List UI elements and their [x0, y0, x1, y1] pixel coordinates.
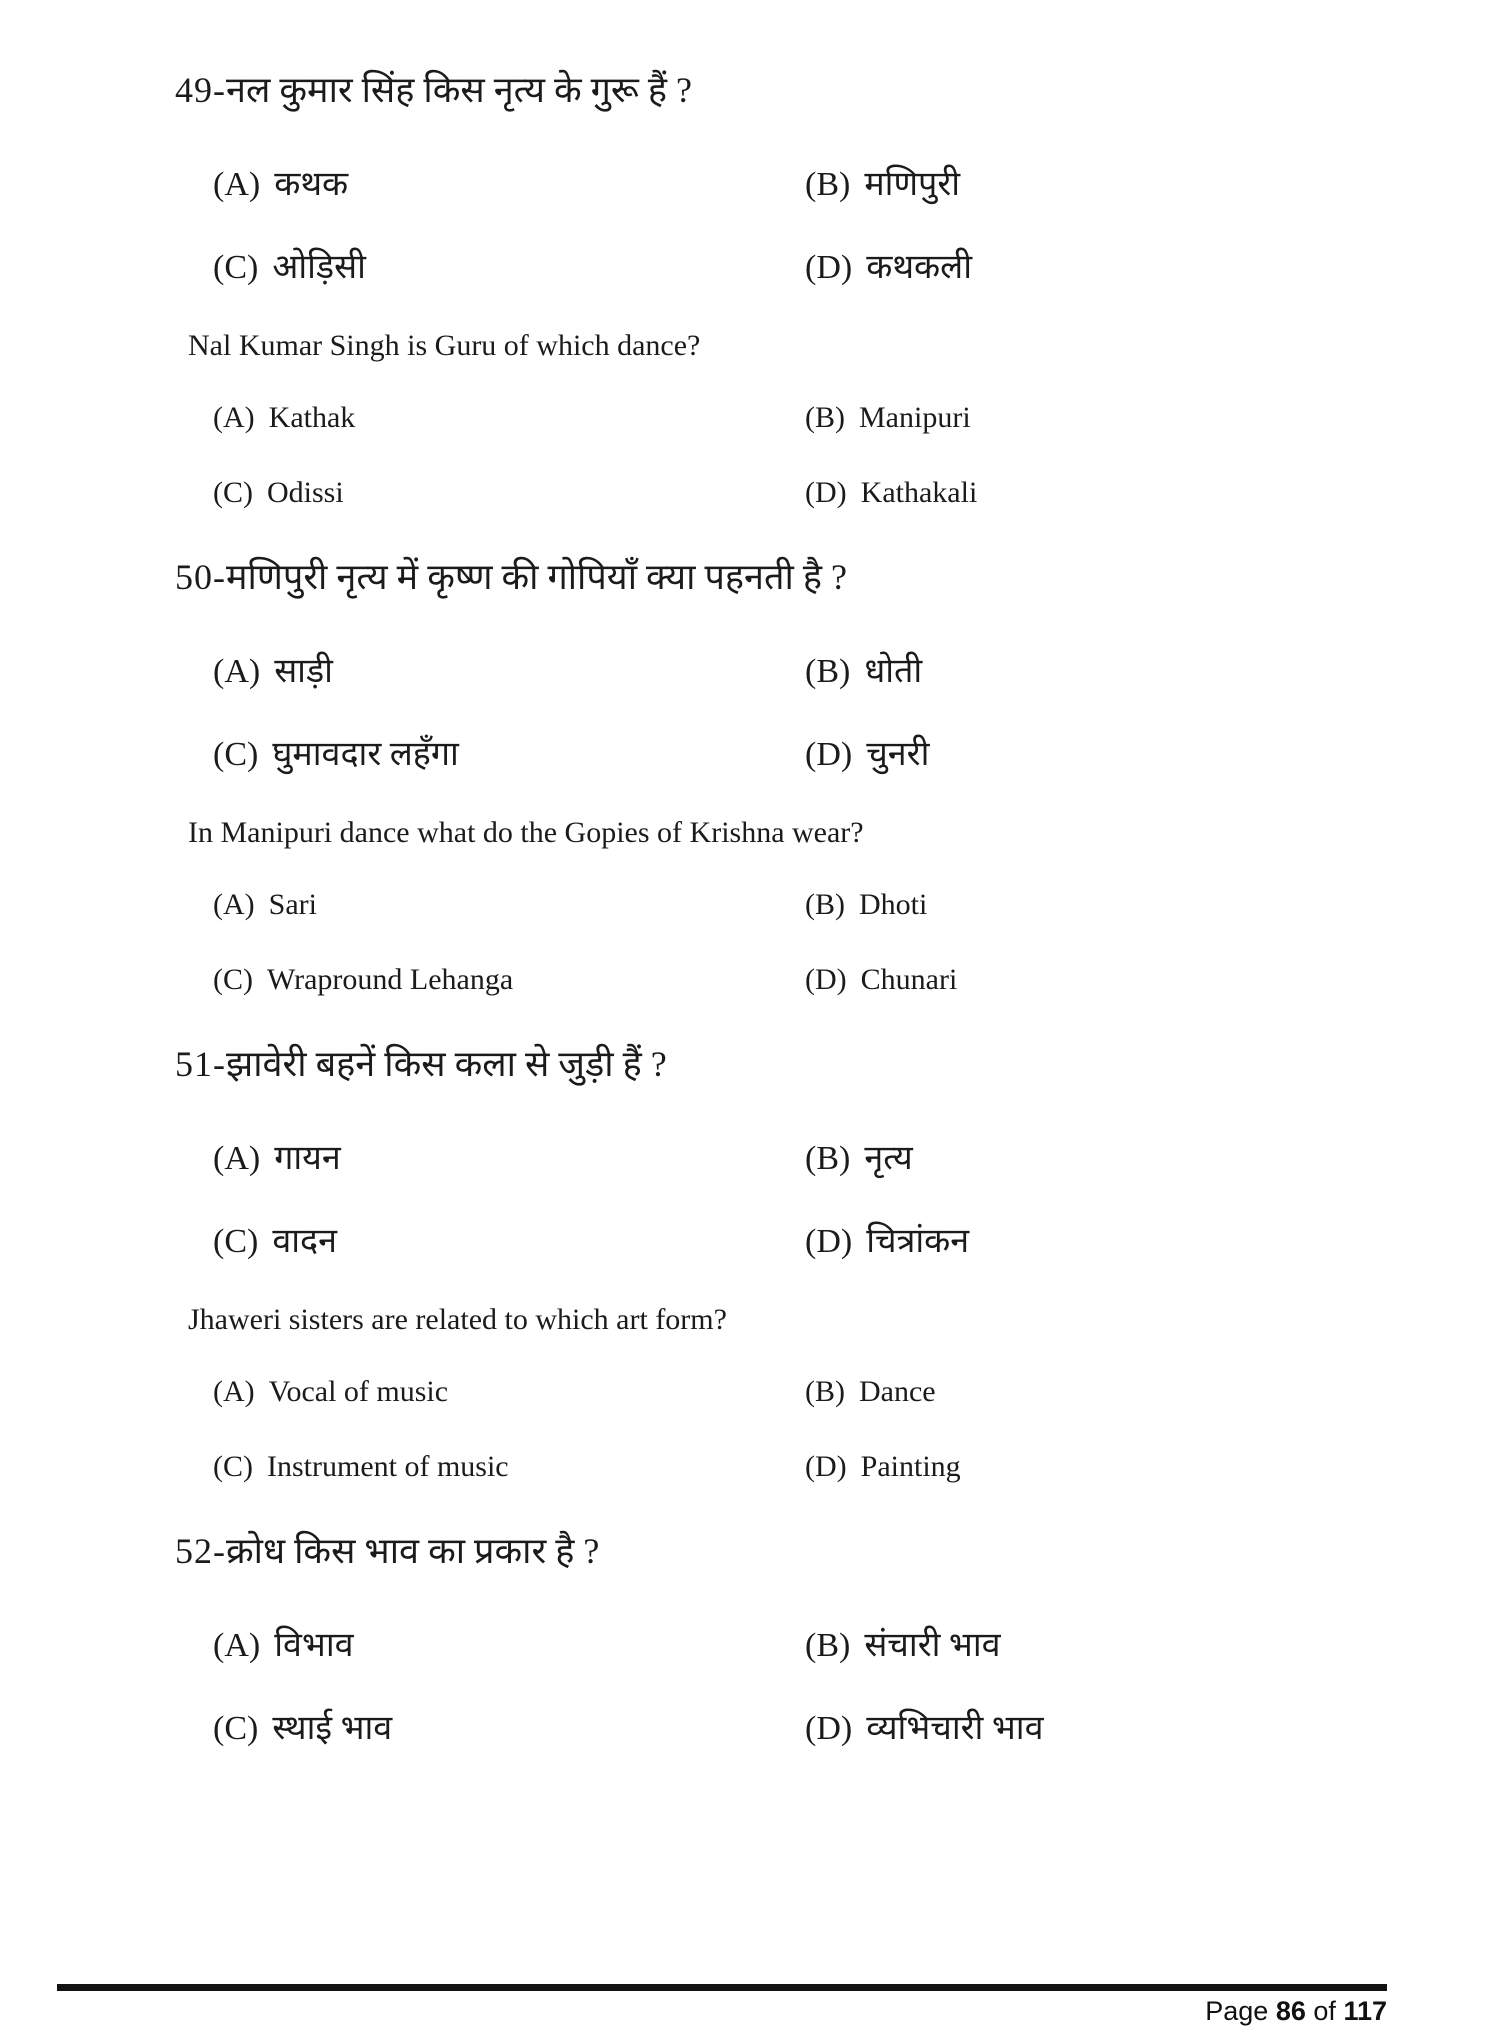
option-c-hindi — [213, 243, 805, 293]
question-block-52 — [175, 1525, 1415, 1754]
option-a-english — [213, 1372, 805, 1412]
option-text: कथक — [274, 166, 349, 203]
hindi-options-row — [213, 1217, 1415, 1267]
option-c-hindi — [213, 1217, 805, 1267]
current-page-number: 86 — [1275, 1996, 1306, 2026]
hindi-options-row — [213, 647, 1415, 697]
option-b-hindi — [805, 1134, 1415, 1184]
hindi-options-row — [213, 730, 1415, 780]
footer-divider-rule — [57, 1984, 1387, 1991]
option-c-hindi — [213, 730, 805, 780]
option-text: Kathakali — [860, 476, 978, 509]
option-key: (B) — [805, 1627, 851, 1664]
question-number: 52- — [175, 1531, 226, 1571]
option-key: (C) — [213, 1710, 259, 1747]
option-key: (B) — [805, 653, 851, 690]
option-key: (C) — [213, 736, 259, 773]
option-text: धोती — [864, 653, 923, 690]
hindi-options-row — [213, 160, 1415, 210]
option-text: Manipuri — [859, 401, 971, 434]
option-key: (D) — [805, 736, 853, 773]
option-key: (A) — [213, 653, 261, 690]
option-text: Kathak — [268, 401, 356, 434]
total-page-number: 117 — [1343, 1996, 1387, 2026]
option-key: (B) — [805, 1375, 845, 1408]
option-text: मणिपुरी — [864, 166, 961, 203]
hindi-options-row — [213, 1134, 1415, 1184]
option-c-english — [213, 473, 805, 513]
of-word: of — [1313, 1996, 1336, 2026]
option-text: Odissi — [267, 476, 344, 509]
option-key: (C) — [213, 476, 253, 509]
option-key: (D) — [805, 1710, 853, 1747]
page-word: Page — [1205, 1996, 1269, 2026]
option-text: Dance — [859, 1375, 936, 1408]
option-text: चित्रांकन — [866, 1223, 970, 1260]
option-text: Dhoti — [859, 888, 928, 921]
option-a-hindi — [213, 1621, 805, 1671]
hindi-options-row — [213, 243, 1415, 293]
option-key: (B) — [805, 888, 845, 921]
option-d-english — [805, 473, 1415, 513]
question-heading — [175, 551, 1415, 603]
option-text: संचारी भाव — [864, 1627, 1001, 1664]
option-a-hindi — [213, 647, 805, 697]
question-text-hindi: मणिपुरी नृत्य में कृष्ण की गोपियाँ क्या पहनती है ? — [226, 557, 847, 597]
option-text: Chunari — [860, 963, 958, 996]
option-key: (C) — [213, 1450, 253, 1483]
option-key: (D) — [805, 476, 847, 509]
question-block-50 — [175, 551, 1415, 1000]
question-text-english: Jhaweri sisters are related to which art form? — [188, 1303, 727, 1336]
option-text: Instrument of music — [267, 1450, 509, 1483]
option-d-hindi — [805, 243, 1415, 293]
question-text-hindi: नल कुमार सिंह किस नृत्य के गुरू हैं ? — [226, 70, 692, 110]
option-d-english — [805, 960, 1415, 1000]
option-key: (A) — [213, 888, 255, 921]
question-heading — [175, 1525, 1415, 1577]
option-d-english — [805, 1447, 1415, 1487]
option-key: (A) — [213, 1627, 261, 1664]
option-key: (B) — [805, 166, 851, 203]
english-options-row — [213, 1447, 1415, 1487]
question-heading — [175, 64, 1415, 116]
question-number: 51- — [175, 1044, 226, 1084]
option-key: (B) — [805, 401, 845, 434]
option-text: स्थाई भाव — [272, 1710, 393, 1747]
option-c-english — [213, 960, 805, 1000]
option-b-hindi — [805, 160, 1415, 210]
option-key: (A) — [213, 1375, 255, 1408]
option-key: (C) — [213, 1223, 259, 1260]
question-block-49 — [175, 64, 1415, 513]
option-b-english — [805, 398, 1415, 438]
hindi-options-row — [213, 1621, 1415, 1671]
option-key: (A) — [213, 166, 261, 203]
option-a-english — [213, 398, 805, 438]
option-b-hindi — [805, 1621, 1415, 1671]
option-key: (B) — [805, 1140, 851, 1177]
option-a-english — [213, 885, 805, 925]
question-text-hindi: क्रोध किस भाव का प्रकार है ? — [226, 1531, 600, 1571]
option-d-hindi — [805, 1217, 1415, 1267]
option-c-english — [213, 1447, 805, 1487]
english-options-row — [213, 1372, 1415, 1412]
option-text: वादन — [272, 1223, 337, 1260]
option-text: नृत्य — [864, 1140, 913, 1177]
option-d-hindi — [805, 730, 1415, 780]
option-a-hindi — [213, 1134, 805, 1184]
question-text-english: Nal Kumar Singh is Guru of which dance? — [188, 329, 701, 362]
option-a-hindi — [213, 160, 805, 210]
english-options-row — [213, 885, 1415, 925]
option-text: घुमावदार लहँगा — [272, 736, 459, 773]
option-c-hindi — [213, 1704, 805, 1754]
english-options-row — [213, 398, 1415, 438]
option-key: (C) — [213, 963, 253, 996]
option-text: विभाव — [274, 1627, 354, 1664]
page-number-label — [57, 1996, 1387, 2027]
english-options-row — [213, 473, 1415, 513]
question-number: 50- — [175, 557, 226, 597]
option-key: (D) — [805, 963, 847, 996]
option-text: Painting — [860, 1450, 961, 1483]
option-b-english — [805, 1372, 1415, 1412]
question-text-english: In Manipuri dance what do the Gopies of Krishna wear? — [188, 816, 864, 849]
question-text-hindi: झावेरी बहनें किस कला से जुड़ी हैं ? — [226, 1044, 667, 1084]
option-d-hindi — [805, 1704, 1415, 1754]
option-text: गायन — [274, 1140, 341, 1177]
option-key: (A) — [213, 1140, 261, 1177]
option-text: ओड़िसी — [272, 249, 366, 286]
question-block-51 — [175, 1038, 1415, 1487]
option-key: (D) — [805, 249, 853, 286]
option-b-hindi — [805, 647, 1415, 697]
option-key: (A) — [213, 401, 255, 434]
hindi-options-row — [213, 1704, 1415, 1754]
option-key: (D) — [805, 1223, 853, 1260]
option-text: व्यभिचारी भाव — [866, 1710, 1044, 1747]
option-b-english — [805, 885, 1415, 925]
english-options-row — [213, 960, 1415, 1000]
question-number: 49- — [175, 70, 226, 110]
option-text: Sari — [268, 888, 317, 921]
option-key: (C) — [213, 249, 259, 286]
option-text: Vocal of music — [268, 1375, 449, 1408]
option-text: साड़ी — [274, 653, 333, 690]
option-text: कथकली — [866, 249, 973, 286]
option-text: चुनरी — [866, 736, 930, 773]
question-heading — [175, 1038, 1415, 1090]
option-text: Wrapround Lehanga — [267, 963, 514, 996]
option-key: (D) — [805, 1450, 847, 1483]
